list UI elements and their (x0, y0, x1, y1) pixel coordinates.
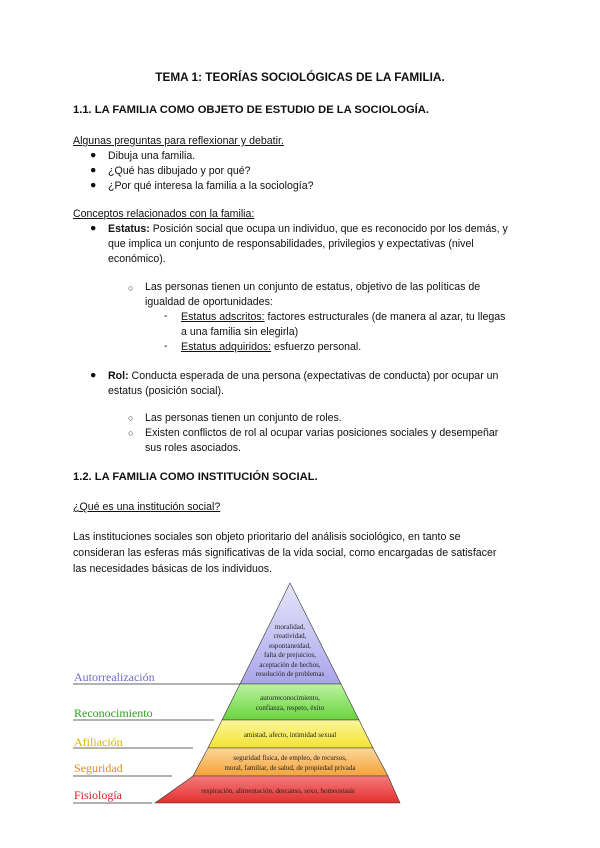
level-label-reconocimiento: Reconocimiento (74, 706, 153, 720)
dash-bullet-icon: - (164, 340, 168, 352)
pyramid-text: creatividad, (273, 632, 307, 640)
bullet-icon: ● (90, 164, 97, 176)
pyramid-level-reconocimiento (222, 684, 359, 720)
list-item: ¿Qué has dibujado y por qué? (108, 165, 251, 177)
pyramid-text: espontaneidad, (269, 642, 311, 650)
section-heading-1: 1.1. LA FAMILIA COMO OBJETO DE ESTUDIO DE LA SOCIOLOGÍA. (73, 104, 429, 116)
pyramid-text: aceptación de hechos, (259, 661, 321, 669)
estatus-subpoint: Las personas tienen un conjunto de estatus, objetivo de las políticas de igualdad de oportunidades: (145, 281, 481, 308)
circle-bullet-icon: ○ (128, 283, 134, 293)
estatus-adquiridos: Estatus adquiridos: esfuerzo personal. (181, 341, 362, 353)
estatus-definition: Estatus: Posición social que ocupa un individuo, que es reconocido por los demás, y que implica un conjunto de responsabilidades, privilegios y expectativas (nivel económico). (108, 223, 508, 265)
bullet-icon: ● (90, 369, 97, 381)
rol-subpoint: Existen conflictos de rol al ocupar varias posiciones sociales y desempeñar sus roles asociados. (145, 427, 499, 454)
list-item: ¿Por qué interesa la familia a la sociología? (108, 180, 314, 192)
rol-term: Rol: (108, 370, 129, 382)
dash-bullet-icon: - (164, 310, 168, 322)
level-label-afiliacion: Afiliación (74, 735, 123, 749)
page-title: TEMA 1: TEORÍAS SOCIOLÓGICAS DE LA FAMILIA. (155, 70, 445, 84)
rol-subpoint: Las personas tienen un conjunto de roles. (145, 412, 342, 424)
pyramid-text: moral, familiar, de salud, de propiedad privada (224, 764, 356, 772)
bullet-icon: ● (90, 222, 97, 234)
estatus-adscritos: Estatus adscritos: factores estructurales (de manera al azar, tu llegas a una familia sin elegirla) (181, 311, 506, 338)
circle-bullet-icon: ○ (128, 428, 134, 438)
pyramid-text: seguridad física, de empleo, de recursos, (233, 754, 347, 762)
pyramid-text: falta de prejuicios, (264, 651, 316, 659)
pyramid-text: resolución de problemas (255, 670, 325, 678)
institution-question: ¿Qué es una institución social? (73, 501, 221, 513)
list-item: Dibuja una familia. (108, 150, 196, 162)
pyramid-text: respiración, alimentación, descanso, sexo, homeostasis (201, 787, 355, 795)
concepts-title: Conceptos relacionados con la familia: (73, 208, 255, 220)
pyramid-text: confianza, respeto, éxito (255, 704, 325, 712)
bullet-icon: ● (90, 179, 97, 191)
questions-title: Algunas preguntas para reflexionar y debatir. (73, 135, 284, 147)
pyramid-text: autorreconocimiento, (260, 694, 320, 702)
pyramid-text: moralidad, (274, 623, 306, 631)
bullet-icon: ● (90, 149, 97, 161)
institution-paragraph: Las instituciones sociales son objeto prioritario del análisis sociológico, en tanto se consideran las esferas más significativas de la vida social, como encargadas de satisfacer las necesidades básicas de los individuos. (73, 531, 497, 575)
estatus-term: Estatus: (108, 223, 150, 235)
rol-definition: Rol: Conducta esperada de una persona (expectativas de conducta) por ocupar un estatus (posición social). (108, 370, 499, 397)
pyramid-text: amistad, afecto, intimidad sexual (243, 731, 337, 739)
circle-bullet-icon: ○ (128, 413, 134, 423)
level-label-seguridad: Seguridad (74, 761, 123, 775)
level-label-autorrealizacion: Autorrealización (74, 670, 155, 684)
level-label-fisiologia: Fisiología (74, 788, 123, 802)
section-heading-2: 1.2. LA FAMILIA COMO INSTITUCIÓN SOCIAL. (73, 471, 318, 483)
